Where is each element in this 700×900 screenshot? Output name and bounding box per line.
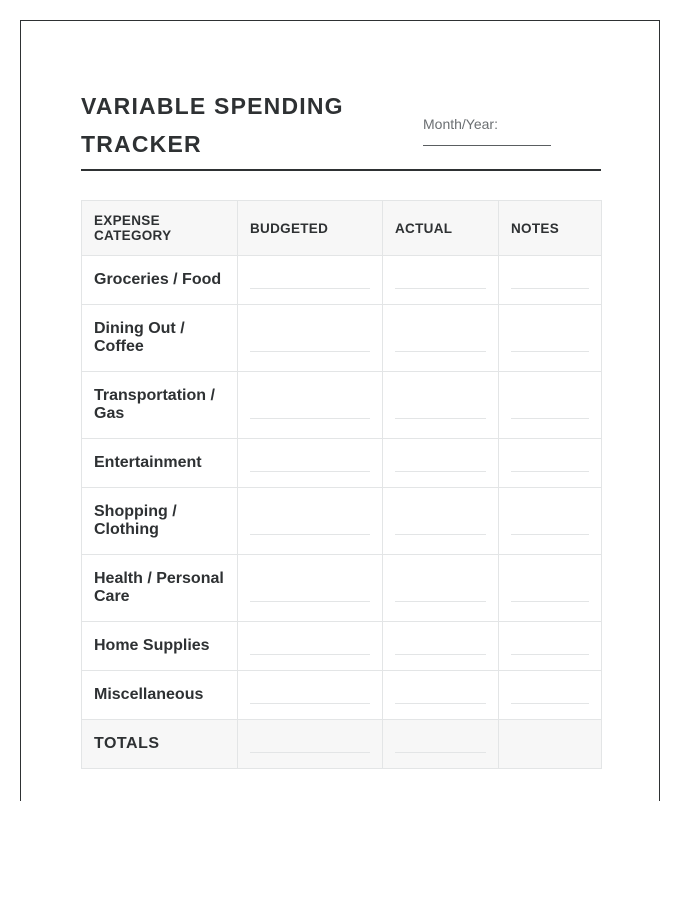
header-notes: NOTES [499, 201, 602, 256]
entry-line [511, 534, 589, 535]
notes-cell[interactable] [499, 305, 602, 372]
entry-line [511, 601, 589, 602]
budgeted-total-cell[interactable] [238, 720, 383, 769]
totals-label: TOTALS [82, 720, 238, 769]
notes-cell[interactable] [499, 256, 602, 305]
header-budgeted: BUDGETED [238, 201, 383, 256]
actual-cell[interactable] [383, 622, 499, 671]
entry-line [250, 752, 370, 753]
entry-line [395, 654, 486, 655]
month-year-label: Month/Year: [423, 116, 498, 132]
entry-line [250, 418, 370, 419]
actual-cell[interactable] [383, 372, 499, 439]
entry-line [395, 471, 486, 472]
budgeted-cell[interactable] [238, 555, 383, 622]
table-row [82, 622, 602, 671]
entry-line [511, 418, 589, 419]
entry-line [511, 654, 589, 655]
month-year-field [423, 115, 551, 146]
entry-line [395, 703, 486, 704]
table-header-row [82, 201, 602, 256]
notes-cell[interactable] [499, 555, 602, 622]
category-cell: Entertainment [82, 439, 238, 488]
category-cell: Shopping / Clothing [82, 488, 238, 555]
entry-line [395, 752, 486, 753]
entry-line [511, 351, 589, 352]
entry-line [395, 418, 486, 419]
totals-row [82, 720, 602, 769]
notes-cell[interactable] [499, 372, 602, 439]
entry-line [250, 703, 370, 704]
category-cell: Home Supplies [82, 622, 238, 671]
entry-line [250, 471, 370, 472]
entry-line [395, 601, 486, 602]
table-row [82, 439, 602, 488]
actual-cell[interactable] [383, 439, 499, 488]
table-row [82, 488, 602, 555]
table-row [82, 372, 602, 439]
entry-line [250, 534, 370, 535]
spending-table [81, 200, 602, 769]
entry-line [395, 534, 486, 535]
category-cell: Miscellaneous [82, 671, 238, 720]
actual-cell[interactable] [383, 256, 499, 305]
budgeted-cell[interactable] [238, 439, 383, 488]
budgeted-cell[interactable] [238, 305, 383, 372]
actual-cell[interactable] [383, 671, 499, 720]
entry-line [250, 601, 370, 602]
category-cell: Health / Personal Care [82, 555, 238, 622]
table-row [82, 256, 602, 305]
entry-line [511, 703, 589, 704]
actual-cell[interactable] [383, 305, 499, 372]
category-cell: Transportation / Gas [82, 372, 238, 439]
actual-cell[interactable] [383, 488, 499, 555]
category-cell: Groceries / Food [82, 256, 238, 305]
entry-line [250, 654, 370, 655]
tracker-sheet [20, 20, 660, 801]
notes-cell[interactable] [499, 671, 602, 720]
table-row [82, 671, 602, 720]
notes-total-cell [499, 720, 602, 769]
actual-cell[interactable] [383, 555, 499, 622]
header-actual: ACTUAL [383, 201, 499, 256]
entry-line [250, 288, 370, 289]
entry-line [250, 351, 370, 352]
entry-line [395, 288, 486, 289]
tracker-header [81, 83, 601, 171]
notes-cell[interactable] [499, 622, 602, 671]
notes-cell[interactable] [499, 439, 602, 488]
entry-line [395, 351, 486, 352]
month-year-input-line[interactable] [423, 145, 551, 146]
entry-line [511, 288, 589, 289]
actual-total-cell[interactable] [383, 720, 499, 769]
budgeted-cell[interactable] [238, 488, 383, 555]
notes-cell[interactable] [499, 488, 602, 555]
budgeted-cell[interactable] [238, 256, 383, 305]
page-title: VARIABLE SPENDING TRACKER [81, 93, 344, 157]
budgeted-cell[interactable] [238, 372, 383, 439]
header-expense-category: EXPENSE CATEGORY [82, 201, 238, 256]
budgeted-cell[interactable] [238, 671, 383, 720]
table-row [82, 305, 602, 372]
table-row [82, 555, 602, 622]
budgeted-cell[interactable] [238, 622, 383, 671]
category-cell: Dining Out / Coffee [82, 305, 238, 372]
entry-line [511, 471, 589, 472]
